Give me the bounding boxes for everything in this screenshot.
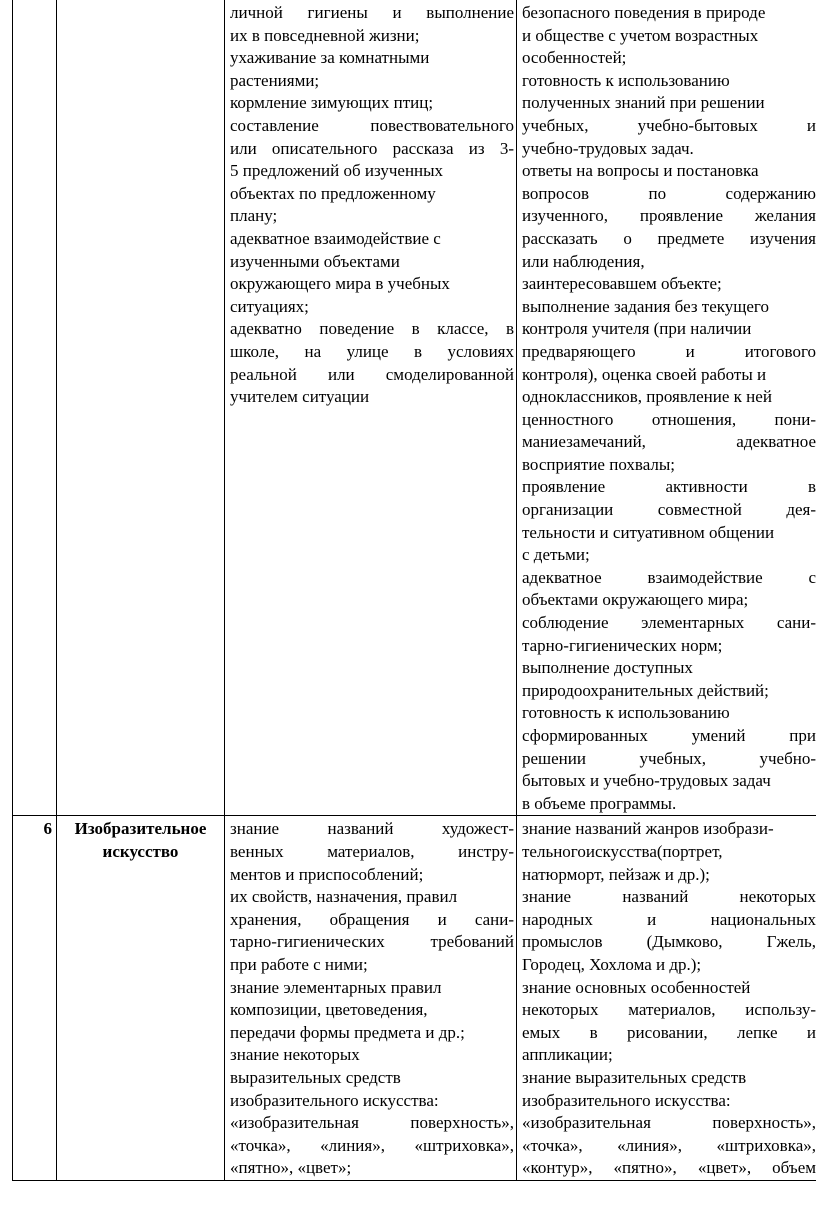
text-line: изобразительного искусства: bbox=[230, 1090, 439, 1110]
sufficient-level-cell bbox=[517, 0, 816, 816]
requirements-table bbox=[12, 0, 816, 1181]
subject-line: искусство bbox=[102, 841, 179, 861]
text-line: ответы на вопросы и постановка bbox=[522, 161, 759, 181]
text-line: Городец, Хохлома и др.); bbox=[522, 954, 702, 974]
text-line: знание элементарных правил bbox=[230, 977, 442, 997]
text-line: готовность к использованию bbox=[522, 703, 730, 723]
text-line: объектах по предложенному bbox=[230, 183, 436, 203]
subject-cell bbox=[57, 0, 225, 816]
text-line: рассказать о предмете изучения bbox=[522, 228, 816, 248]
text-line: объектами окружающего мира; bbox=[522, 590, 749, 610]
text-line: школе, на улице в условиях bbox=[230, 341, 514, 361]
text-line: «точка», «линия», «штриховка», bbox=[230, 1135, 514, 1155]
text-line: восприятие похвалы; bbox=[522, 454, 676, 474]
text-line: реальной или смоделированной bbox=[230, 364, 514, 384]
text-line: или наблюдения, bbox=[522, 251, 645, 271]
text-line: составление повествовательного bbox=[230, 115, 514, 135]
text-line: и обществе с учетом возрастных bbox=[522, 25, 759, 45]
text-line: хранения, обращения и сани- bbox=[230, 909, 514, 929]
text-line: ситуациях; bbox=[230, 296, 309, 316]
text-line: некоторых материалов, использу- bbox=[522, 1000, 816, 1020]
text-line: личной гигиены и выполнение bbox=[230, 3, 514, 22]
text-line: «пятно», «цвет»; bbox=[230, 1158, 352, 1178]
text-line: учебных, учебно-бытовых и bbox=[522, 115, 816, 135]
text-line: растениями; bbox=[230, 70, 320, 90]
text-line: природоохранительных действий; bbox=[522, 680, 769, 700]
text-line: знание выразительных средств bbox=[522, 1067, 747, 1087]
text-line: «контур», «пятно», «цвет», объем bbox=[522, 1158, 816, 1178]
text-line: тельногоискусства(портрет, bbox=[522, 841, 723, 861]
text-line: адекватное взаимодействие с bbox=[522, 567, 816, 587]
text-line: емых в рисовании, лепке и bbox=[522, 1022, 816, 1042]
table-row bbox=[13, 0, 816, 816]
text-line: вопросов по содержанию bbox=[522, 183, 816, 203]
text-line: заинтересовавшем объекте; bbox=[522, 274, 722, 294]
text-line: тарно-гигиенических норм; bbox=[522, 635, 723, 655]
text-line: решении учебных, учебно- bbox=[522, 748, 816, 768]
text-line: «точка», «линия», «штриховка», bbox=[522, 1135, 816, 1155]
text-line: ментов и приспособлений; bbox=[230, 864, 424, 884]
text-line: проявление активности в bbox=[522, 477, 816, 497]
text-line: тарно-гигиенических требований bbox=[230, 932, 514, 952]
text-line: соблюдение элементарных сани- bbox=[522, 613, 816, 633]
text-line: организации совместной дея- bbox=[522, 500, 816, 520]
text-line: особенностей; bbox=[522, 48, 627, 68]
subject-cell bbox=[57, 816, 225, 1181]
text-line: кормление зимующих птиц; bbox=[230, 93, 434, 113]
text-line: при работе с ними; bbox=[230, 954, 368, 974]
text-line: знание названий некоторых bbox=[522, 887, 816, 907]
text-line: окружающего мира в учебных bbox=[230, 274, 450, 294]
text-line: выполнение задания без текущего bbox=[522, 296, 769, 316]
text-line: «изобразительная поверхность», bbox=[522, 1113, 816, 1133]
text-line: «изобразительная поверхность», bbox=[230, 1113, 514, 1133]
row-number-cell bbox=[13, 0, 57, 816]
text-line: сформированных умений при bbox=[522, 726, 816, 745]
text-line: адекватное взаимодействие с bbox=[230, 228, 441, 248]
text-line: изученными объектами bbox=[230, 251, 400, 271]
text-line: знание некоторых bbox=[230, 1045, 360, 1065]
table-row bbox=[13, 816, 816, 1181]
text-line: знание названий жанров изобрази- bbox=[522, 819, 774, 839]
text-line: ухаживание за комнатными bbox=[230, 48, 430, 68]
text-line: знание названий художест- bbox=[230, 819, 514, 839]
subject-line: Изобразительное bbox=[74, 819, 207, 839]
text-line: в объеме программы. bbox=[522, 793, 677, 813]
text-line: с детьми; bbox=[522, 545, 590, 565]
text-line: ценностного отношения, пони- bbox=[522, 409, 816, 429]
text-line: безопасного поведения в природе bbox=[522, 3, 766, 22]
text-line: бытовых и учебно-трудовых задач bbox=[522, 771, 771, 791]
text-line: тельности и ситуативном общении bbox=[522, 522, 775, 542]
text-line: выразительных средств bbox=[230, 1067, 401, 1087]
text-line: учебно-трудовых задач. bbox=[522, 138, 694, 158]
text-line: передачи формы предмета и др.; bbox=[230, 1022, 465, 1042]
text-line: готовность к использованию bbox=[522, 70, 730, 90]
text-line: предваряющего и итогового bbox=[522, 341, 816, 361]
text-line: контроля), оценка своей работы и bbox=[522, 364, 767, 384]
text-line: контроля учителя (при наличии bbox=[522, 319, 752, 339]
text-line: венных материалов, инстру- bbox=[230, 841, 514, 861]
text-line: их свойств, назначения, правил bbox=[230, 887, 458, 907]
text-line: полученных знаний при решении bbox=[522, 93, 765, 113]
text-line: одноклассников, проявление к ней bbox=[522, 387, 772, 407]
text-line: учителем ситуации bbox=[230, 387, 370, 407]
text-line: натюрморт, пейзаж и др.); bbox=[522, 864, 710, 884]
text-line: 5 предложений об изученных bbox=[230, 161, 444, 181]
sufficient-level-cell bbox=[517, 816, 816, 1181]
text-line: народных и национальных bbox=[522, 909, 816, 929]
text-line: изученного, проявление желания bbox=[522, 206, 816, 226]
minimum-level-cell bbox=[225, 0, 517, 816]
text-line: композиции, цветоведения, bbox=[230, 1000, 428, 1020]
text-line: адекватно поведение в классе, в bbox=[230, 319, 514, 339]
row-number-cell: 6 bbox=[13, 816, 57, 1181]
text-line: или описательного рассказа из 3- bbox=[230, 138, 514, 158]
text-line: выполнение доступных bbox=[522, 658, 693, 678]
text-line: изобразительного искусства: bbox=[522, 1090, 731, 1110]
minimum-level-cell bbox=[225, 816, 517, 1181]
text-line: знание основных особенностей bbox=[522, 977, 751, 997]
text-line: плану; bbox=[230, 206, 278, 226]
text-line: промыслов (Дымково, Гжель, bbox=[522, 932, 816, 952]
text-line: маниезамечаний, адекватное bbox=[522, 432, 816, 452]
text-line: их в повседневной жизни; bbox=[230, 25, 420, 45]
text-line: аппликации; bbox=[522, 1045, 613, 1065]
